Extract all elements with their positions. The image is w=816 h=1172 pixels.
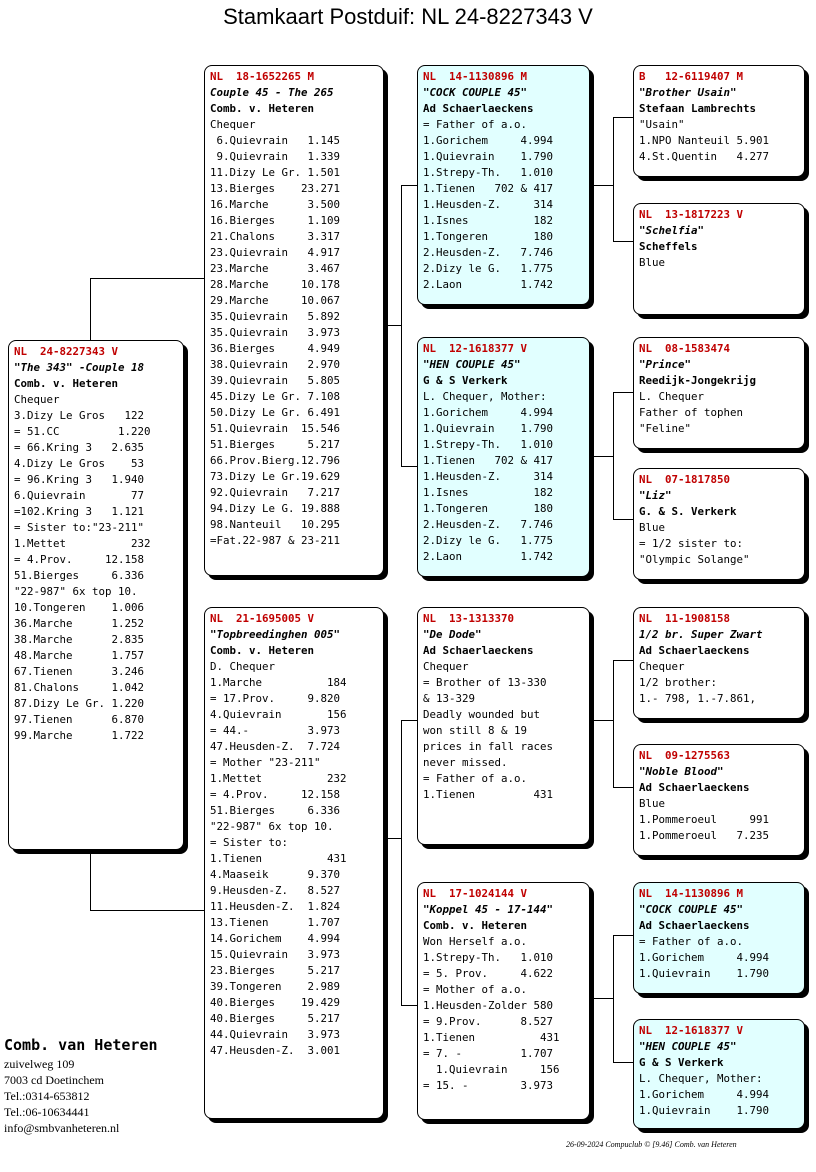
page-title: Stamkaart Postduif: NL 24-8227343 V — [223, 4, 593, 29]
result-line: Chequer — [423, 660, 469, 673]
result-line: = 7. - 1.707 — [423, 1047, 554, 1060]
result-line: 2.Heusden-Z. 7.746 — [423, 518, 554, 531]
result-line: 1.Tongeren 180 — [423, 230, 554, 243]
result-line: 1.Quievrain 1.790 — [423, 422, 554, 435]
connector-line — [613, 392, 633, 393]
result-line: 14.Gorichem 4.994 — [210, 932, 341, 945]
owner-city: 7003 cd Doetinchem — [4, 1073, 104, 1087]
ring-number: NL 09-1275563 — [639, 749, 731, 762]
result-line: 4.Quievrain 156 — [210, 708, 347, 721]
pigeon-name: Couple 45 - The 265 — [210, 86, 334, 99]
result-line: 39.Quievrain 5.805 — [210, 374, 341, 387]
breeder-name: Comb. v. Heteren — [210, 644, 315, 657]
result-line: = Brother of 13-330 — [423, 676, 547, 689]
result-line: 87.Dizy Le Gr. 1.220 — [14, 697, 145, 710]
connector-line — [613, 660, 614, 788]
pigeon-card-ffm[interactable] — [633, 203, 805, 315]
result-line: won still 8 & 19 — [423, 724, 528, 737]
connector-line — [613, 787, 633, 788]
connector-line — [613, 392, 614, 520]
result-line: 40.Bierges 19.429 — [210, 996, 341, 1009]
result-line: 1.Quievrain 1.790 — [639, 967, 770, 980]
result-line: L. Chequer, Mother: — [423, 390, 547, 403]
result-line: 47.Heusden-Z. 7.724 — [210, 740, 341, 753]
result-line: 2.Dizy le G. 1.775 — [423, 262, 554, 275]
result-line: 23.Quievrain 4.917 — [210, 246, 341, 259]
result-line: 21.Chalons 3.317 — [210, 230, 341, 243]
connector-line — [401, 1005, 417, 1006]
result-line: 1.Isnes 182 — [423, 486, 554, 499]
ring-number: NL 13-1817223 V — [639, 208, 744, 221]
result-line: 1.Mettet 232 — [14, 537, 151, 550]
ring-number: NL 18-1652265 M — [210, 70, 315, 83]
result-line: "Usain" — [639, 118, 685, 131]
owner-email[interactable]: info@smbvanheteren.nl — [4, 1121, 120, 1135]
result-line: 45.Dizy Le Gr. 7.108 — [210, 390, 341, 403]
result-line: 99.Marche 1.722 — [14, 729, 145, 742]
connector-line — [613, 1062, 633, 1063]
result-line: 1.Gorichem 4.994 — [423, 134, 554, 147]
result-line: 1.Tienen 702 & 417 — [423, 454, 554, 467]
result-line: = Mother of a.o. — [423, 983, 528, 996]
result-line: 6.Quievrain 77 — [14, 489, 145, 502]
result-line: 16.Bierges 1.109 — [210, 214, 341, 227]
result-line: = 1/2 sister to: — [639, 537, 744, 550]
connector-line — [613, 660, 633, 661]
result-line: 13.Tienen 1.707 — [210, 916, 341, 929]
pigeon-card-father-mother[interactable] — [417, 337, 590, 577]
ring-number: NL 12-1618377 V — [639, 1024, 744, 1037]
result-line: Deadly wounded but — [423, 708, 541, 721]
result-line: 39.Tongeren 2.989 — [210, 980, 341, 993]
connector-line — [401, 720, 402, 1006]
result-line: 66.Prov.Bierg.12.796 — [210, 454, 341, 467]
result-line: 38.Quievrain 2.970 — [210, 358, 341, 371]
result-line: 29.Marche 10.067 — [210, 294, 341, 307]
result-line: 2.Heusden-Z. 7.746 — [423, 246, 554, 259]
ring-number: B 12-6119407 M — [639, 70, 744, 83]
result-line: 51.Bierges 6.336 — [210, 804, 341, 817]
pigeon-name: "Koppel 45 - 17-144" — [423, 903, 554, 916]
result-line: = Father of a.o. — [423, 772, 528, 785]
result-line: 1.- 798, 1.-7.861, — [639, 692, 757, 705]
pigeon-name: "Noble Blood" — [639, 765, 724, 778]
pigeon-name: "Topbreedinghen 005" — [210, 628, 341, 641]
result-line: Blue — [639, 256, 666, 269]
pigeon-card-mother-mother[interactable] — [417, 882, 590, 1120]
result-line: 67.Tienen 3.246 — [14, 665, 145, 678]
result-line: 3.Dizy Le Gros 122 — [14, 409, 145, 422]
result-line: 1.Tongeren 180 — [423, 502, 554, 515]
breeder-name: Comb. v. Heteren — [210, 102, 315, 115]
connector-line — [401, 720, 417, 721]
pigeon-card-main[interactable] — [8, 340, 184, 850]
result-line: = Father of a.o. — [423, 118, 528, 131]
result-line: = 15. - 3.973 — [423, 1079, 554, 1092]
breeder-name: Comb. v. Heteren — [14, 377, 119, 390]
result-line: never missed. — [423, 756, 508, 769]
result-line: 81.Chalons 1.042 — [14, 681, 145, 694]
result-line: 1.Pommeroeul 991 — [639, 813, 770, 826]
result-line: 1.Tienen 431 — [423, 788, 554, 801]
pigeon-card-mother-father[interactable] — [417, 607, 590, 845]
result-line: 28.Marche 10.178 — [210, 278, 341, 291]
owner-block — [4, 1034, 158, 1136]
pigeon-name: "Prince" — [639, 358, 692, 371]
result-line: = 9.Prov. 8.527 — [423, 1015, 554, 1028]
result-line: 16.Marche 3.500 — [210, 198, 341, 211]
breeder-name: G & S Verkerk — [423, 374, 508, 387]
result-line: 1.NPO Nanteuil 5.901 — [639, 134, 770, 147]
result-line: 11.Heusden-Z. 1.824 — [210, 900, 341, 913]
result-line: 9.Quievrain 1.339 — [210, 150, 341, 163]
result-line: 97.Tienen 6.870 — [14, 713, 145, 726]
result-line: 2.Dizy le G. 1.775 — [423, 534, 554, 547]
result-line: 36.Marche 1.252 — [14, 617, 145, 630]
result-line: 51.Bierges 6.336 — [14, 569, 145, 582]
breeder-name: Ad Schaerlaeckens — [423, 102, 534, 115]
pigeon-card-fmf[interactable] — [633, 337, 805, 449]
result-line: 1.Gorichem 4.994 — [639, 951, 770, 964]
result-line: 1/2 brother: — [639, 676, 718, 689]
result-line: 35.Quievrain 3.973 — [210, 326, 341, 339]
pigeon-name: "Schelfia" — [639, 224, 705, 237]
result-line: = 5. Prov. 4.622 — [423, 967, 554, 980]
result-line: 4.Dizy Le Gros 53 — [14, 457, 145, 470]
result-line: "Feline" — [639, 422, 692, 435]
result-line: = 4.Prov. 12.158 — [14, 553, 145, 566]
ring-number: NL 21-1695005 V — [210, 612, 315, 625]
pigeon-card-mmf[interactable] — [633, 882, 805, 994]
pigeon-name: "Brother Usain" — [639, 86, 737, 99]
result-line: 1.Quievrain 156 — [423, 1063, 560, 1076]
result-line: 1.Quievrain 1.790 — [423, 150, 554, 163]
result-line: = 17.Prov. 9.820 — [210, 692, 341, 705]
result-line: 11.Dizy Le Gr. 1.501 — [210, 166, 341, 179]
result-line: L. Chequer — [639, 390, 705, 403]
connector-line — [401, 185, 402, 467]
result-line: 1.Isnes 182 — [423, 214, 554, 227]
result-line: 1.Tienen 431 — [423, 1031, 560, 1044]
result-line: =Fat.22-987 & 23-211 — [210, 534, 341, 547]
pigeon-card-mff[interactable] — [633, 607, 805, 719]
pigeon-name: 1/2 br. Super Zwart — [639, 628, 763, 641]
result-line: Blue — [639, 797, 666, 810]
pigeon-name: "COCK COUPLE 45" — [639, 903, 744, 916]
result-line: = 66.Kring 3 2.635 — [14, 441, 145, 454]
result-line: = 4.Prov. 12.158 — [210, 788, 341, 801]
connector-line — [613, 117, 633, 118]
connector-line — [90, 910, 204, 911]
result-line: D. Chequer — [210, 660, 276, 673]
connector-line — [384, 325, 402, 326]
result-line: & 13-329 — [423, 692, 476, 705]
breeder-name: Ad Schaerlaeckens — [639, 644, 750, 657]
connector-line — [613, 519, 633, 520]
breeder-name: Ad Schaerlaeckens — [639, 919, 750, 932]
breeder-name: Comb. v. Heteren — [423, 919, 528, 932]
ring-number: NL 17-1024144 V — [423, 887, 528, 900]
result-line: 15.Quievrain 3.973 — [210, 948, 341, 961]
result-line: = 44.- 3.973 — [210, 724, 341, 737]
connector-line — [590, 185, 614, 186]
result-line: 51.Bierges 5.217 — [210, 438, 341, 451]
result-line: 48.Marche 1.757 — [14, 649, 145, 662]
result-line: Chequer — [14, 393, 60, 406]
pigeon-name: "HEN COUPLE 45" — [639, 1040, 737, 1053]
connector-line — [613, 935, 633, 936]
result-line: 1.Quievrain 1.790 — [639, 1104, 770, 1117]
breeder-name: Ad Schaerlaeckens — [423, 644, 534, 657]
connector-line — [590, 720, 614, 721]
result-line: Chequer — [210, 118, 256, 131]
owner-name: Comb. van Heteren — [4, 1036, 158, 1054]
footer-text: 26-09-2024 Compuclub © [9.46] Comb. van Heteren — [566, 1140, 737, 1149]
result-line: Father of tophen — [639, 406, 744, 419]
ring-number: NL 11-1908158 — [639, 612, 731, 625]
result-line: 51.Quievrain 15.546 — [210, 422, 341, 435]
connector-line — [90, 278, 91, 340]
result-line: 9.Heusden-Z. 8.527 — [210, 884, 341, 897]
result-line: 1.Heusden-Z. 314 — [423, 198, 554, 211]
result-line: Won Herself a.o. — [423, 935, 528, 948]
owner-phone-1: Tel.:0314-653812 — [4, 1089, 90, 1103]
pigeon-card-fff[interactable] — [633, 65, 805, 177]
breeder-name: Stefaan Lambrechts — [639, 102, 757, 115]
result-line: = Mother "23-211" — [210, 756, 321, 769]
result-line: 4.Maaseik 9.370 — [210, 868, 341, 881]
result-line: 13.Bierges 23.271 — [210, 182, 341, 195]
ring-number: NL 14-1130896 M — [639, 887, 744, 900]
result-line: 92.Quievrain 7.217 — [210, 486, 341, 499]
result-line: 1.Heusden-Z. 314 — [423, 470, 554, 483]
result-line: =102.Kring 3 1.121 — [14, 505, 145, 518]
breeder-name: G & S Verkerk — [639, 1056, 724, 1069]
result-line: "Olympic Solange" — [639, 553, 750, 566]
pigeon-name: "De Dode" — [423, 628, 482, 641]
result-line: 10.Tongeren 1.006 — [14, 601, 145, 614]
result-line: 2.Laon 1.742 — [423, 278, 554, 291]
result-line: 1.Marche 184 — [210, 676, 347, 689]
result-line: 50.Dizy Le Gr. 6.491 — [210, 406, 341, 419]
result-line: 1.Strepy-Th. 1.010 — [423, 951, 554, 964]
connector-line — [613, 241, 633, 242]
connector-line — [401, 185, 417, 186]
ring-number: NL 08-1583474 — [639, 342, 731, 355]
pigeon-name: "HEN COUPLE 45" — [423, 358, 521, 371]
result-line: = Sister to:"23-211" — [14, 521, 145, 534]
connector-line — [613, 935, 614, 1063]
result-line: 1.Strepy-Th. 1.010 — [423, 438, 554, 451]
connector-line — [613, 117, 614, 242]
result-line: 94.Dizy Le G. 19.888 — [210, 502, 341, 515]
breeder-name: Reedijk-Jongekrijg — [639, 374, 757, 387]
pigeon-card-mother[interactable] — [204, 607, 384, 1119]
result-line: 6.Quievrain 1.145 — [210, 134, 341, 147]
result-line: = 96.Kring 3 1.940 — [14, 473, 145, 486]
result-line: 1.Pommeroeul 7.235 — [639, 829, 770, 842]
result-line: prices in fall races — [423, 740, 554, 753]
ring-number: NL 12-1618377 V — [423, 342, 528, 355]
pigeon-card-mmm[interactable] — [633, 1019, 805, 1129]
ring-number: NL 07-1817850 — [639, 473, 731, 486]
pigeon-card-father-father[interactable] — [417, 65, 590, 305]
result-line: = Father of a.o. — [639, 935, 744, 948]
result-line: "22-987" 6x top 10. — [14, 585, 138, 598]
result-line: 73.Dizy Le Gr.19.629 — [210, 470, 341, 483]
result-line: 98.Nanteuil 10.295 — [210, 518, 341, 531]
result-line: Blue — [639, 521, 666, 534]
result-line: 1.Heusden-Zolder 580 — [423, 999, 554, 1012]
result-line: 1.Strepy-Th. 1.010 — [423, 166, 554, 179]
result-line: 2.Laon 1.742 — [423, 550, 554, 563]
ring-number: NL 24-8227343 V — [14, 345, 119, 358]
result-line: 36.Bierges 4.949 — [210, 342, 341, 355]
result-line: 40.Bierges 5.217 — [210, 1012, 341, 1025]
result-line: = Sister to: — [210, 836, 289, 849]
connector-line — [401, 466, 417, 467]
breeder-name: Scheffels — [639, 240, 698, 253]
connector-line — [384, 838, 402, 839]
result-line: 1.Tienen 702 & 417 — [423, 182, 554, 195]
pigeon-name: "The 343" -Couple 18 — [14, 361, 145, 374]
result-line: 4.St.Quentin 4.277 — [639, 150, 770, 163]
connector-line — [90, 278, 204, 279]
result-line: 1.Gorichem 4.994 — [639, 1088, 770, 1101]
ring-number: NL 14-1130896 M — [423, 70, 528, 83]
result-line: 38.Marche 2.835 — [14, 633, 145, 646]
connector-line — [590, 998, 614, 999]
result-line: Chequer — [639, 660, 685, 673]
owner-street: zuivelweg 109 — [4, 1057, 75, 1071]
result-line: 44.Quievrain 3.973 — [210, 1028, 341, 1041]
breeder-name: G. & S. Verkerk — [639, 505, 737, 518]
pigeon-card-mfm[interactable] — [633, 744, 805, 856]
pigeon-name: "COCK COUPLE 45" — [423, 86, 528, 99]
result-line: 1.Mettet 232 — [210, 772, 347, 785]
result-line: 1.Gorichem 4.994 — [423, 406, 554, 419]
result-line: 1.Tienen 431 — [210, 852, 347, 865]
owner-phone-2: Tel.:06-10634441 — [4, 1105, 90, 1119]
result-line: 35.Quievrain 5.892 — [210, 310, 341, 323]
result-line: 47.Heusden-Z. 3.001 — [210, 1044, 341, 1057]
ring-number: NL 13-1313370 — [423, 612, 515, 625]
pigeon-card-fmm[interactable] — [633, 468, 805, 580]
connector-line — [90, 850, 91, 910]
pigeon-name: "Liz" — [639, 489, 672, 502]
breeder-name: Ad Schaerlaeckens — [639, 781, 750, 794]
result-line: "22-987" 6x top 10. — [210, 820, 334, 833]
result-line: L. Chequer, Mother: — [639, 1072, 763, 1085]
pigeon-card-father[interactable] — [204, 65, 384, 576]
result-line: 23.Bierges 5.217 — [210, 964, 341, 977]
connector-line — [590, 456, 614, 457]
result-line: = 51.CC 1.220 — [14, 425, 151, 438]
result-line: 23.Marche 3.467 — [210, 262, 341, 275]
